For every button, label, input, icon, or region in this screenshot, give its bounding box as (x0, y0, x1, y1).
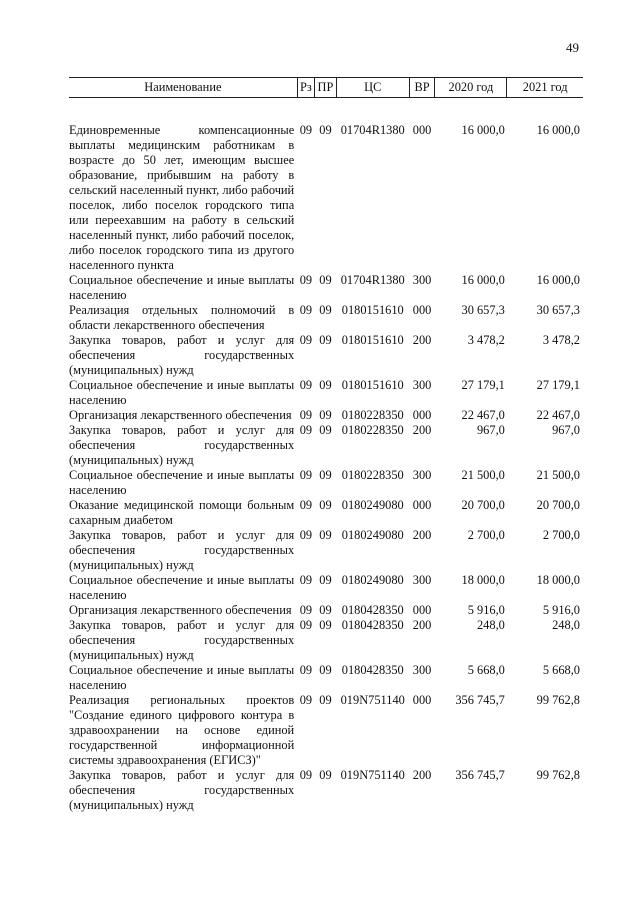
cell-rz: 09 (299, 423, 313, 437)
cell-rz: 09 (299, 123, 313, 137)
cell-y2020: 356 745,7 (455, 768, 505, 782)
cell-vr: 200 (412, 333, 432, 347)
cell-y2021: 99 762,8 (536, 768, 580, 782)
cell-pr: 09 (319, 408, 332, 422)
cell-rz: 09 (299, 663, 313, 677)
cell-cs: 0180228350 (341, 468, 404, 482)
cell-vr: 200 (412, 528, 432, 542)
cell-y2021: 5 668,0 (542, 663, 580, 677)
cell-pr: 09 (319, 378, 332, 392)
table-row (69, 378, 583, 408)
table-row (69, 693, 583, 768)
cell-y2021: 99 762,8 (536, 693, 580, 707)
cell-pr: 09 (319, 273, 332, 287)
cell-y2021: 21 500,0 (536, 468, 580, 482)
cell-y2021: 22 467,0 (536, 408, 580, 422)
table-row (69, 98, 583, 274)
table-row (69, 528, 583, 573)
cell-y2021: 248,0 (552, 618, 580, 632)
cell-pr: 09 (319, 303, 332, 317)
column-header-2021: 2021 год (507, 78, 583, 98)
cell-pr: 09 (319, 468, 332, 482)
cell-vr: 000 (412, 693, 432, 707)
cell-cs: 0180151610 (341, 378, 404, 392)
cell-name: Социальное обеспечение и иные выплаты населению (69, 468, 295, 497)
cell-cs: 019N751140 (340, 768, 405, 782)
cell-vr: 200 (412, 618, 432, 632)
cell-name: Закупка товаров, работ и услуг для обеспечения государственных (муниципальных) нужд (69, 768, 295, 812)
cell-y2020: 2 700,0 (467, 528, 505, 542)
column-header-name: Наименование (69, 78, 297, 98)
table-row (69, 408, 583, 423)
cell-name: Реализация региональных проектов "Создание единого цифрового контура в здравоохранении на основе единой государственной информационной системы здравоохранения (ЕГИСЗ)" (69, 693, 295, 767)
cell-y2020: 5 668,0 (467, 663, 505, 677)
table-body (69, 98, 583, 814)
cell-cs: 01704R1380 (340, 273, 405, 287)
cell-y2020: 16 000,0 (461, 273, 505, 287)
cell-y2020: 248,0 (476, 618, 505, 632)
cell-y2021: 16 000,0 (536, 273, 580, 287)
cell-rz: 09 (299, 378, 313, 392)
cell-pr: 09 (319, 528, 332, 542)
cell-vr: 200 (412, 423, 432, 437)
cell-name: Закупка товаров, работ и услуг для обеспечения государственных (муниципальных) нужд (69, 333, 295, 377)
cell-cs: 0180428350 (341, 618, 404, 632)
cell-y2020: 21 500,0 (461, 468, 505, 482)
cell-name: Социальное обеспечение и иные выплаты населению (69, 663, 295, 692)
cell-rz: 09 (299, 693, 313, 707)
cell-cs: 0180428350 (341, 663, 404, 677)
cell-y2020: 967,0 (476, 423, 505, 437)
cell-y2020: 18 000,0 (461, 573, 505, 587)
cell-rz: 09 (299, 528, 313, 542)
cell-pr: 09 (319, 693, 332, 707)
cell-cs: 0180151610 (341, 303, 404, 317)
cell-vr: 300 (412, 663, 432, 677)
cell-y2020: 16 000,0 (461, 123, 505, 137)
cell-pr: 09 (319, 768, 332, 782)
column-header-vr: ВР (409, 78, 435, 98)
cell-name: Реализация отдельных полномочий в области лекарственного обеспечения (69, 303, 295, 332)
cell-rz: 09 (299, 408, 313, 422)
cell-cs: 0180249080 (341, 573, 404, 587)
cell-y2020: 5 916,0 (467, 603, 505, 617)
table-row (69, 498, 583, 528)
cell-y2021: 27 179,1 (536, 378, 580, 392)
cell-vr: 300 (412, 273, 432, 287)
budget-table (69, 77, 583, 813)
cell-vr: 300 (412, 378, 432, 392)
cell-name: Организация лекарственного обеспечения (69, 408, 292, 422)
cell-y2021: 20 700,0 (536, 498, 580, 512)
table-row (69, 768, 583, 813)
cell-y2021: 30 657,3 (536, 303, 580, 317)
cell-y2021: 967,0 (552, 423, 580, 437)
page-number: 49 (566, 40, 579, 55)
table-row (69, 468, 583, 498)
cell-pr: 09 (319, 333, 332, 347)
cell-pr: 09 (319, 498, 332, 512)
table-row (69, 573, 583, 603)
table-row (69, 618, 583, 663)
cell-pr: 09 (319, 423, 332, 437)
cell-pr: 09 (319, 573, 332, 587)
cell-vr: 300 (412, 573, 432, 587)
cell-y2020: 30 657,3 (461, 303, 505, 317)
cell-rz: 09 (299, 333, 313, 347)
cell-cs: 019N751140 (340, 693, 405, 707)
cell-cs: 0180428350 (341, 603, 404, 617)
cell-vr: 000 (412, 498, 432, 512)
cell-name: Социальное обеспечение и иные выплаты населению (69, 573, 295, 602)
cell-vr: 000 (412, 603, 432, 617)
cell-cs: 0180151610 (341, 333, 404, 347)
cell-y2021: 16 000,0 (536, 123, 580, 137)
cell-y2020: 20 700,0 (461, 498, 505, 512)
cell-rz: 09 (299, 303, 313, 317)
cell-pr: 09 (319, 123, 332, 137)
cell-vr: 200 (412, 768, 432, 782)
cell-pr: 09 (319, 618, 332, 632)
cell-name: Социальное обеспечение и иные выплаты населению (69, 378, 295, 407)
cell-rz: 09 (299, 618, 313, 632)
cell-pr: 09 (319, 603, 332, 617)
column-header-rz: Рз (297, 78, 314, 98)
column-header-2020: 2020 год (435, 78, 507, 98)
column-header-cs: ЦС (336, 78, 409, 98)
cell-name: Организация лекарственного обеспечения (69, 603, 292, 617)
cell-name: Закупка товаров, работ и услуг для обеспечения государственных (муниципальных) нужд (69, 423, 295, 467)
cell-rz: 09 (299, 498, 313, 512)
cell-name: Единовременные компенсационные выплаты медицинским работникам в возрасте до 50 лет, имеющим высшее образование, прибывшим на работу в сельский населенный пункт, либо рабочий поселок, либо поселок городского типа или переехавшим на работу в сельский населенный пункт, либо рабочий поселок, либо поселок городского типа из другого населенного пункта (69, 123, 295, 272)
cell-y2020: 22 467,0 (461, 408, 505, 422)
cell-y2020: 27 179,1 (461, 378, 505, 392)
cell-cs: 0180249080 (341, 528, 404, 542)
cell-vr: 000 (412, 408, 432, 422)
cell-y2020: 356 745,7 (455, 693, 505, 707)
table-header-row (69, 78, 583, 98)
cell-vr: 300 (412, 468, 432, 482)
cell-vr: 000 (412, 303, 432, 317)
cell-rz: 09 (299, 573, 313, 587)
cell-rz: 09 (299, 468, 313, 482)
cell-name: Оказание медицинской помощи больным сахарным диабетом (69, 498, 295, 527)
cell-rz: 09 (299, 768, 313, 782)
column-header-pr: ПР (315, 78, 337, 98)
cell-cs: 01704R1380 (340, 123, 405, 137)
cell-name: Закупка товаров, работ и услуг для обеспечения государственных (муниципальных) нужд (69, 528, 295, 572)
cell-name: Социальное обеспечение и иные выплаты населению (69, 273, 295, 302)
cell-y2021: 3 478,2 (542, 333, 580, 347)
cell-pr: 09 (319, 663, 332, 677)
cell-cs: 0180228350 (341, 423, 404, 437)
cell-y2021: 5 916,0 (542, 603, 580, 617)
table-row (69, 423, 583, 468)
table-row (69, 303, 583, 333)
table-row (69, 603, 583, 618)
cell-name: Закупка товаров, работ и услуг для обеспечения государственных (муниципальных) нужд (69, 618, 295, 662)
cell-vr: 000 (412, 123, 432, 137)
cell-cs: 0180228350 (341, 408, 404, 422)
table-row (69, 333, 583, 378)
cell-y2020: 3 478,2 (467, 333, 505, 347)
cell-rz: 09 (299, 603, 313, 617)
table-row (69, 663, 583, 693)
table-row (69, 273, 583, 303)
cell-y2021: 2 700,0 (542, 528, 580, 542)
cell-rz: 09 (299, 273, 313, 287)
cell-cs: 0180249080 (341, 498, 404, 512)
cell-y2021: 18 000,0 (536, 573, 580, 587)
